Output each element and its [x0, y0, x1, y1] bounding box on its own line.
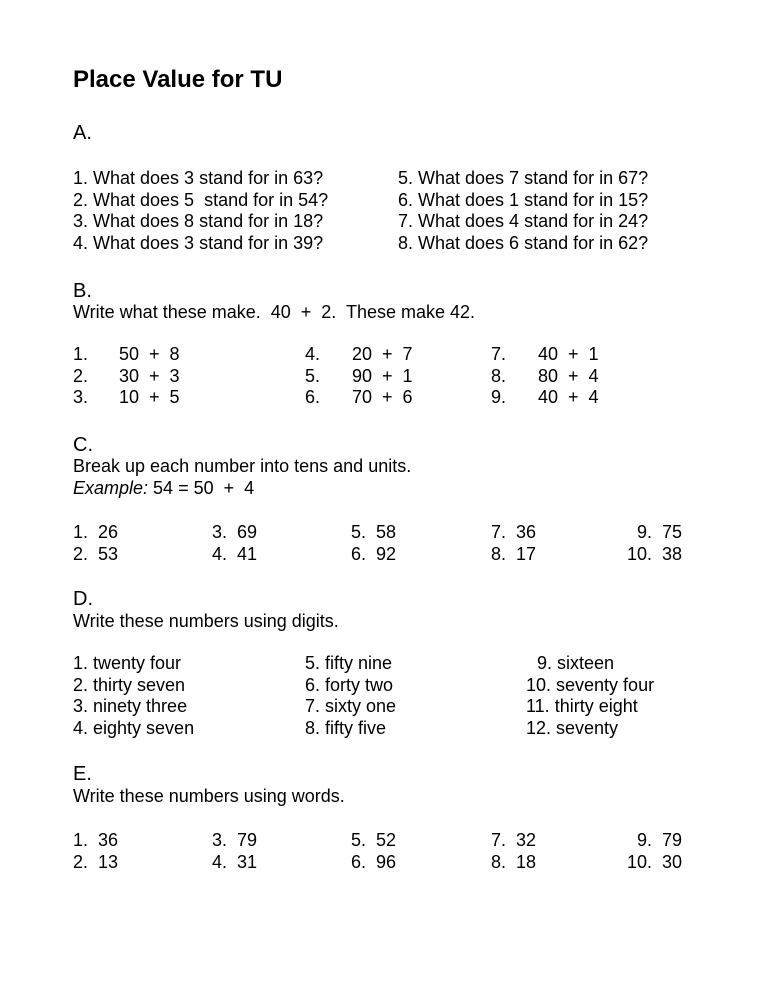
item-number: 5.	[305, 365, 321, 386]
item-number: 8.	[491, 365, 507, 386]
section-b-group-1-nums	[73, 344, 88, 409]
number-item: 6. 96	[351, 851, 397, 872]
section-d-col-1	[73, 653, 194, 739]
expression: 30 + 3	[119, 365, 180, 386]
section-a-heading: A.	[73, 122, 92, 144]
section-e-col-2	[212, 830, 257, 873]
question: 7. What does 4 stand for in 24?	[398, 211, 649, 231]
number-item: 4. 41	[212, 543, 258, 564]
section-b-instruction: Write what these make. 40 + 2. These make 42.	[73, 302, 476, 322]
number-item: 5. 52	[351, 830, 397, 850]
item-number: 4.	[305, 344, 321, 364]
number-item: 8. 18	[491, 851, 537, 872]
section-a-left-questions	[73, 168, 328, 254]
number-item: 10. 38	[626, 543, 682, 564]
word-number: 4. eighty seven	[73, 717, 195, 738]
expression: 40 + 4	[538, 387, 599, 407]
section-c-heading: C.	[73, 434, 93, 456]
question: 3. What does 8 stand for in 18?	[73, 211, 324, 231]
word-number: 3. ninety three	[73, 696, 188, 716]
question: 6. What does 1 stand for in 15?	[398, 189, 649, 210]
section-c-col-5	[627, 522, 682, 565]
item-number: 6.	[305, 387, 321, 407]
section-d-col-3	[526, 653, 654, 739]
expression: 90 + 1	[352, 365, 413, 386]
expression: 80 + 4	[538, 365, 599, 386]
number-item: 9. 75	[636, 522, 682, 542]
word-number: 7. sixty one	[305, 696, 397, 716]
number-item: 6. 92	[351, 543, 397, 564]
word-number: 12. seventy	[526, 717, 619, 738]
section-b-group-2-nums	[305, 344, 320, 409]
question: 8. What does 6 stand for in 62?	[398, 232, 649, 253]
section-e-col-5	[627, 830, 682, 873]
number-item: 4. 31	[212, 851, 258, 872]
item-number: 3.	[73, 387, 89, 407]
section-b-group-1-exprs	[119, 344, 180, 409]
question: 1. What does 3 stand for in 63?	[73, 168, 324, 188]
section-c-example	[73, 478, 254, 499]
number-item: 3. 79	[212, 830, 258, 850]
word-number: 11. thirty eight	[526, 696, 638, 716]
word-number: 1. twenty four	[73, 653, 182, 673]
item-number: 2.	[73, 365, 89, 386]
example-text: 54 = 50 + 4	[148, 478, 255, 498]
section-e-heading: E.	[73, 763, 92, 785]
number-item: 1. 36	[73, 830, 119, 850]
number-item: 3. 69	[212, 522, 258, 542]
question: 4. What does 3 stand for in 39?	[73, 232, 324, 253]
number-item: 5. 58	[351, 522, 397, 542]
item-number: 7.	[491, 344, 507, 364]
page-title: Place Value for TU	[73, 66, 283, 93]
section-d-instruction: Write these numbers using digits.	[73, 611, 339, 631]
section-c-col-4	[491, 522, 536, 565]
section-e-col-1	[73, 830, 118, 873]
item-number: 9.	[491, 387, 507, 407]
expression: 10 + 5	[119, 387, 180, 407]
section-a-right-questions	[398, 168, 648, 254]
number-item: 8. 17	[491, 543, 537, 564]
word-number: 2. thirty seven	[73, 674, 186, 695]
section-b-group-3-exprs	[538, 344, 599, 409]
section-c-col-1	[73, 522, 118, 565]
example-label: Example:	[73, 478, 149, 498]
word-number: 9. sixteen	[537, 653, 615, 673]
section-c-col-2	[212, 522, 257, 565]
section-e-instruction: Write these numbers using words.	[73, 786, 345, 806]
section-d-heading: D.	[73, 588, 93, 610]
expression: 20 + 7	[352, 344, 413, 364]
word-number: 8. fifty five	[305, 717, 387, 738]
number-item: 2. 13	[73, 851, 119, 872]
section-c-instruction: Break up each number into tens and units.	[73, 456, 412, 476]
section-b-heading: B.	[73, 280, 92, 302]
expression: 70 + 6	[352, 387, 413, 407]
section-e-col-4	[491, 830, 536, 873]
word-number: 6. forty two	[305, 674, 394, 695]
word-number: 10. seventy four	[526, 674, 655, 695]
number-item: 7. 36	[491, 522, 537, 542]
section-c-col-3	[351, 522, 396, 565]
section-b-group-3-nums	[491, 344, 506, 409]
section-b-group-2-exprs	[352, 344, 413, 409]
question: 5. What does 7 stand for in 67?	[398, 168, 649, 188]
question: 2. What does 5 stand for in 54?	[73, 189, 329, 210]
section-e-col-3	[351, 830, 396, 873]
number-item: 1. 26	[73, 522, 119, 542]
expression: 40 + 1	[538, 344, 599, 364]
word-number: 5. fifty nine	[305, 653, 393, 673]
number-item: 9. 79	[636, 830, 682, 850]
item-number: 1.	[73, 344, 89, 364]
number-item: 10. 30	[626, 851, 682, 872]
number-item: 2. 53	[73, 543, 119, 564]
expression: 50 + 8	[119, 344, 180, 364]
number-item: 7. 32	[491, 830, 537, 850]
section-d-col-2	[305, 653, 396, 739]
